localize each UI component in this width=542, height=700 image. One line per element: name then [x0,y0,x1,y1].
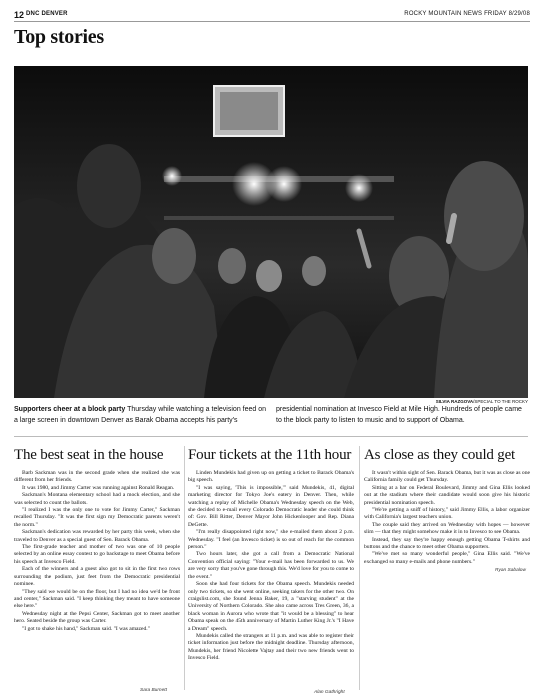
story-paragraph: "I'm really disappointed right now," she e-mailed them about 2 p.m. Wednesday. "I feel (an Invesco ticket) is so out of reach for the common person." [188,529,354,551]
story-paragraph: Soon she had four tickets for the Obama speech. Mundekis needed only two tickets, so she went online, seeking takers for the other two. On craigslist.com, she found Jenna Baker, 19, a "starving student" at the University of Northern Colorado. She also came across Tres Green, 36, a black woman in Aurora who wrote that "it would be a blessing" to hear Obama speak on the 45th anniversary of Martin Luther King Jr.'s "I Have a Dream" speech. [188,581,354,632]
masthead: ROCKY MOUNTAIN NEWS FRIDAY 8/29/08 [404,11,530,17]
story-as-close [364,446,530,566]
story-paragraph: Instead, they say they're happy enough getting Obama T-shirts and buttons and the chance to meet other Obama supporters. [364,536,530,551]
crowd-photo-illustration [14,66,528,398]
story-paragraph: "I realized I was the only one to vote for Jimmy Carter," Sackman recalled Thursday. "It was the first sign my Democratic parents weren't the norm." [14,507,180,528]
story-paragraph: Sackman's dedication was rewarded by her party this week, when she traveled to Denver as a special guest of Sen. Barack Obama. [14,529,180,543]
caption-column-2 [276,404,528,426]
column-rule [184,446,185,690]
byline-ryan-sabalow: Ryan Sabalow [495,568,526,573]
caption-text-2: presidential nomination at Invesco Field at Mile High. Hundreds of people came to the block party to listen to music and to support of Obama. [276,406,522,424]
story-body [364,470,530,566]
photo-credit-name: SILVIA RAZGOVA [435,399,474,404]
page-title: Top stories [14,26,104,48]
story-best-seat [14,446,180,633]
section-label: DNC DENVER [26,11,68,17]
story-headline: Four tickets at the 11th hour [188,447,352,463]
photo-credit: SILVIA RAZGOVA/SPECIAL TO THE ROCKY [435,399,528,404]
story-paragraph: "I got to shake his hand," Sackman said. "I was amazed." [22,625,150,632]
caption-lead: Supporters cheer at a block party [14,406,126,413]
story-paragraph: It was 1980, and Jimmy Carter was running against Ronald Reagan. [22,484,175,491]
byline-alan-gathright: Alan Gathright [314,690,345,695]
photo-caption [14,404,528,426]
story-paragraph: Mundekis called the strangers at 11 p.m. and was able to register their ticket information just before the midnight deadline. Thursday afternoon, Mundekis, her friend Nicolette Vajtay and their two new friends went to Invesco Field. [188,632,354,662]
story-headline: The best seat in the house [14,447,164,463]
caption-column-1 [14,404,266,426]
story-paragraph: Linden Mundekis had given up on getting a ticket to Barack Obama's big speech. [188,470,354,484]
story-paragraph: "We've met so many wonderful people," Gina Ellis said. "We've exchanged so many e-mails and phone numbers." [364,551,530,565]
story-paragraph: Barb Sackman was in the second grade when she realized she was different from her friends. [14,470,180,484]
story-paragraph: The couple said they arrived on Wednesday with hopes — however slim — that they might somehow make it in to Invesco to see Obama. [364,521,530,536]
story-four-tickets [188,446,354,663]
story-paragraph: "We're getting a sniff of history," said Jimmy Ellis, a labor organizer with California's largest teachers union. [364,507,530,521]
story-body [188,470,354,663]
story-paragraph: Two hours later, she got a call from a Democratic National Convention official saying: "Your e-mail has been forwarded to us. We are very sorry that you've gone through this. We'd love for you to come to the event." [188,551,354,580]
story-paragraph: The first-grade teacher and mother of two was one of 10 people selected by an online essay contest to go backstage to meet Obama before his speech at Invesco Field. [14,544,180,565]
column-rule [359,446,360,690]
story-paragraph: "They said we would be on the floor, but I had no idea we'd be front and center," Sackman said. "I keep thinking they meant to have someone else here." [14,588,180,610]
story-paragraph: "I was saying, 'This is impossible,'" said Mundekis, 41, digital marketing director for Tokyo Joe's eatery in Denver. Then, while watching a replay of Michelle Obama's Wednesday speech on the Web, she decided to e-mail every Colorado Democratic leader she could think of: Gov. Bill Ritter, Denver Mayor John Hickenlooper and Rep. Diana DeGette. [188,484,354,528]
story-paragraph: It wasn't within sight of Sen. Barack Obama, but it was as close as one California family could get Thursday. [364,470,530,484]
page-header [14,10,530,22]
crowd-photo [14,66,528,398]
story-paragraph: Sitting at a bar on Federal Boulevard, Jimmy and Gina Ellis looked out at the stadium where their candidate would soon give his historic presidential nomination speech. [364,484,530,506]
story-paragraph: Wednesday night at the Pepsi Center, Sackman got to meet another hero. Seated beside the group was Carter. [14,610,180,625]
section-divider [14,436,528,437]
photo-credit-note: SPECIAL TO THE ROCKY [474,399,528,404]
caption-text-1: Thursday while watching a television feed on a large screen in downtown Denver as Barak Obama accepts his party's [14,406,267,424]
story-paragraph: Each of the winners and a guest also got to sit in the first two rows surrounding the podium, just feet from the Democratic presidential nominee. [14,566,180,588]
story-body [14,470,180,633]
page-number: 12 [14,10,25,20]
byline-sara-burnett: Sara Burnett [140,688,167,693]
story-headline: As close as they could get [364,447,516,463]
story-paragraph: Sackman's Montana elementary school had a mock election, and she was selected to count the ballots. [14,492,180,506]
